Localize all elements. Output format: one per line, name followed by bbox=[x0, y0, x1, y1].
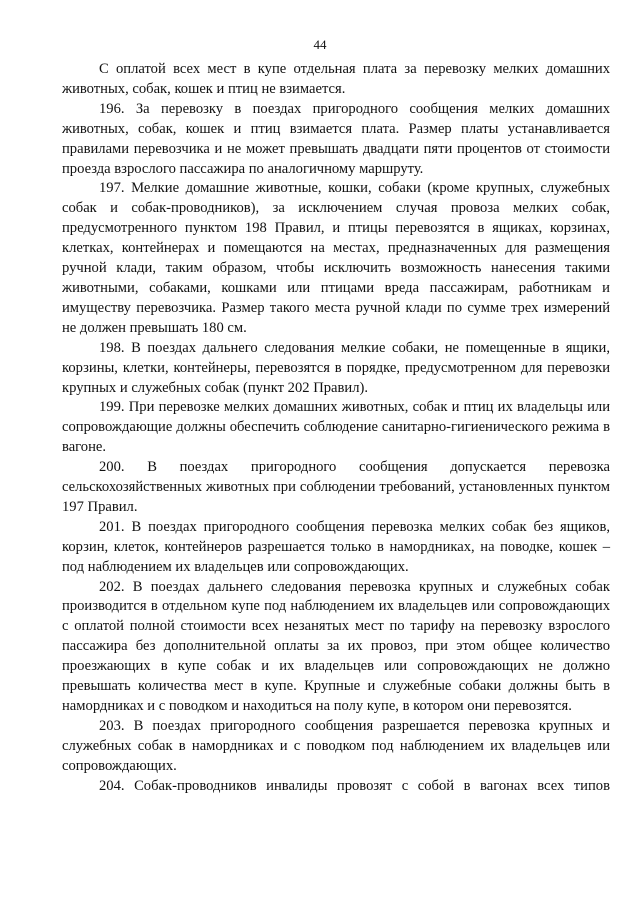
page-number: 44 bbox=[313, 37, 327, 52]
paragraph-204: 204. Собак-проводников инвалиды провозят с собой в вагонах всех типов bbox=[99, 777, 610, 794]
document-body bbox=[62, 60, 610, 797]
paragraph-198: 198. В поездах дальнего следования мелкие собаки, не помещенные в ящики, корзины, клетки, контейнеры, перевозятся в порядке, предусмотренном для перевозки крупных и служебных собак (пункт 202 Правил). bbox=[62, 339, 610, 396]
paragraph-203: 203. В поездах пригородного сообщения разрешается перевозка крупных и служебных собак в намордниках и с поводком под наблюдением их владельцев или сопровождающих. bbox=[62, 717, 610, 774]
paragraph-196: 196. За перевозку в поездах пригородного сообщения мелких домашних животных, собак, кошек и птиц взимается плата. Размер платы устанавливается правилами перевозчика и не может превышать двадцати пяти процентов от стоимости проезда взрослого пассажира по аналогичному маршруту. bbox=[62, 100, 610, 177]
paragraph-197: 197. Мелкие домашние животные, кошки, собаки (кроме крупных, служебных собак и собак-проводников), за исключением случая провоза мелких собак, предусмотренного пунктом 198 Правил, и птицы перевозятся в ящиках, корзинах, клетках, контейнерах и помещаются на местах, предназначенных для размещения ручной клади, таким образом, чтобы исключить возможность нанесения такими животными, собаками, кошками или птицами вреда пассажирам, работникам и имуществу перевозчика. Размер такого места ручной клади по сумме трех измерений не должен превышать 180 см. bbox=[62, 180, 610, 336]
paragraph-202: 202. В поездах дальнего следования перевозка крупных и служебных собак производится в отдельном купе под наблюдением их владельцев или сопровождающих с оплатой полной стоимости всех незанятых мест по тарифу на перевозку взрослого пассажира без дополнительной оплаты за их провоз, при этом общее количество проезжающих в купе собак и их владельцев или сопровождающих не должно превышать количества мест в купе. Крупные и служебные собаки должны быть в намордниках и с поводком и находиться на полу купе, в котором они перевозятся. bbox=[62, 578, 610, 714]
paragraph-intro: С оплатой всех мест в купе отдельная плата за перевозку мелких домашних животных, собак, кошек и птиц не взимается. bbox=[62, 61, 610, 97]
paragraph-201: 201. В поездах пригородного сообщения перевозка мелких собак без ящиков, корзин, клеток, контейнеров разрешается только в намордниках, на поводке, кошек – под наблюдением их владельцев или сопровождающих. bbox=[62, 518, 610, 575]
paragraph-200: 200. В поездах пригородного сообщения допускается перевозка сельскохозяйственных животных при соблюдении требований, установленных пунктом 197 Правил. bbox=[62, 459, 610, 515]
paragraph-199: 199. При перевозке мелких домашних животных, собак и птиц их владельцы или сопровождающие должны обеспечить соблюдение санитарно-гигиенического режима в вагоне. bbox=[62, 399, 610, 456]
